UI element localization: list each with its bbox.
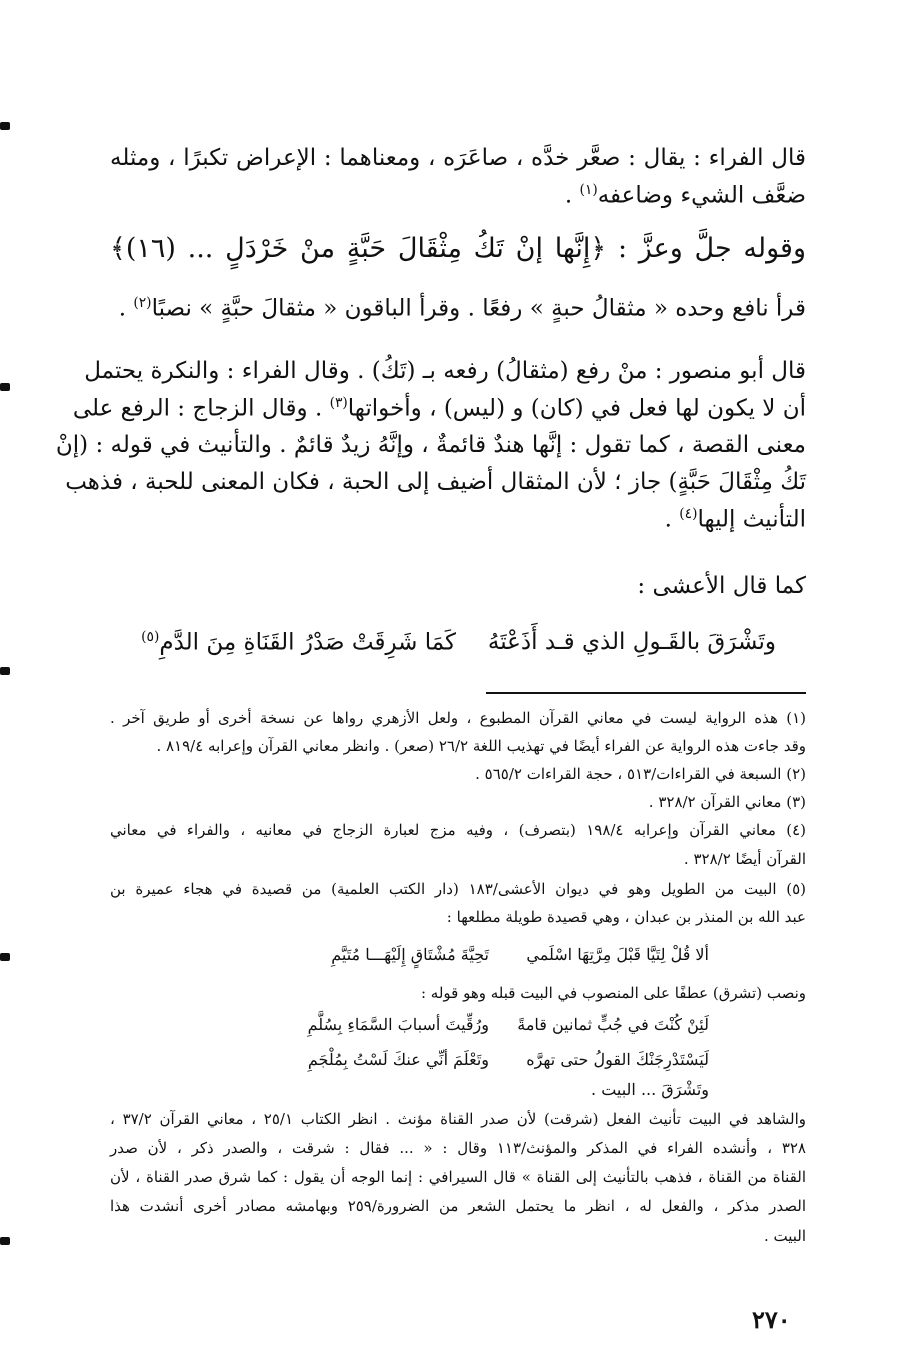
verse-first-hemistich: وتَشْرَقَ بالقَـولِ الذي قـد أَذَعْتَهُ [487, 629, 776, 655]
footnote-ref: (١) [579, 182, 598, 198]
footnote-verse-left: تَحِيَّةَ مُشْتَاقٍ إِلَيْهَـــا مُتَيَّمِ [331, 945, 489, 964]
footnote-ref: (٣) [329, 395, 348, 411]
footnote-verse-left: ورُقِّيتَ أسبابَ السَّمَاءِ بِسُلَّمِ [307, 1015, 489, 1034]
margin-mark [0, 383, 10, 391]
page-number: ٢٧٠ [752, 1305, 791, 1334]
footnote-line: (٣) معاني القرآن ٣٢٨/٢ . [648, 793, 806, 811]
margin-mark [0, 667, 10, 675]
footnote-ref: (٢) [133, 295, 152, 311]
footnote-ref: (٥) [141, 629, 160, 645]
footnote-line: والشاهد في البيت تأنيث الفعل (شرقت) لأن صدر القناة مؤنث . انظر الكتاب ٢٥/١ ، معاني القرآن ٣٧/٢ ، [110, 1110, 807, 1128]
footnote-verse-right: ألا قُلْ لِتَيَّا قَبْلَ مِرَّتِهَا اسْلَمي [526, 945, 709, 964]
quran-verse: وقوله جلَّ وعزَّ : ﴿إِنَّها إنْ تَكُ مِثْقَالَ حَبَّةٍ منْ خَرْدَلٍ ... (١٦)﴾ [110, 233, 806, 264]
body-line: قال أبو منصور : منْ رفع (مثقالُ) رفعه بـ (تَكُ) . وقال الفراء : والنكرة يحتمل [84, 358, 806, 384]
footnote-line: (٢) السبعة في القراءات/٥١٣ ، حجة القراءات ٥٦٥/٢ . [475, 765, 806, 783]
footnote-line: القرآن أيضًا ٣٢٨/٢ . [683, 850, 806, 868]
verse-second-hemistich: كَمَا شَرِقَتْ صَدْرُ القَنَاةِ مِنَ الدَّمِ$^{(٥)}$ [141, 629, 456, 656]
footnote-line: الصدر مذكر ، والفعل له ، انظر ما يحتمل الشعر من الضرورة/٢٥٩ وبهامشه مصادر أخرى أنشدت هذا [110, 1197, 806, 1215]
footnote-line: ٣٢٨ ، وأنشده الفراء في المذكر والمؤنث/١١٣ وقال : « ... فقال : شرقت ، والصدر ذكر ، لأن صدر [110, 1139, 806, 1157]
footnote-verse-right: لَيَسْتَدْرِجَنْكَ القولُ حتى تهرَّه [526, 1050, 709, 1069]
body-line: قال الفراء : يقال : صعَّر خدَّه ، صاعَرَه ، ومعناهما : الإعراض تكبرًا ، ومثله [110, 145, 806, 171]
footnote-verse-right: وتَشْرَقَ ... البيت . [591, 1080, 709, 1099]
footnote-verse-right: لَئِنْ كُنْتَ في جُبٍّ ثمانين قامةً [517, 1015, 709, 1034]
body-line: ضعَّف الشيء وضاعفه$^{(١)}$ . [564, 182, 806, 209]
footnote-line: ونصب (تشرق) عطفًا على المنصوب في البيت قبله وهو قوله : [420, 984, 806, 1002]
footnote-line: وقد جاءت هذه الرواية عن الفراء أيضًا في تهذيب اللغة ٢٦/٢ (صعر) . وانظر معاني القرآن وإعرابه ٨١٩/٤ . [156, 737, 806, 755]
body-line: أن لا يكون لها فعل في (كان) و (ليس) ، وأخواتها$^{(٣)}$ . وقال الزجاج : الرفع على [72, 395, 806, 422]
body-line: التأنيث إليها$^{(٤)}$ . [664, 506, 806, 533]
footnote-ref: (٤) [679, 506, 698, 522]
footnote-line: البيت . [763, 1227, 806, 1245]
footnote-line: (٥) البيت من الطويل وهو في ديوان الأعشى/١٨٣ (دار الكتب العلمية) من قصيدة في هجاء عميرة بن [110, 880, 807, 898]
body-line: تَكُ مِثْقَالَ حَبَّةٍ) جاز ؛ لأن المثقال أضيف إلى الحبة ، فكان المعنى للحبة ، فذهب [65, 469, 806, 495]
footnote-line: (١) هذه الرواية ليست في معاني القرآن المطبوع ، ولعل الأزهري رواها عن نسخة أخرى أو طريق آخر . [110, 709, 806, 727]
margin-mark [0, 1237, 10, 1245]
footnote-line: (٤) معاني القرآن وإعرابه ١٩٨/٤ (بتصرف) ، وفيه مزج لعبارة الزجاج في معانيه ، والفراء في معاني [110, 821, 806, 839]
body-line: معنى القصة ، كما تقول : إنَّها هندٌ قائمةٌ ، وإنَّهُ زيدٌ قائمٌ . والتأنيث في قوله : (إنْ [55, 432, 806, 458]
footnote-verse-left: وتَعْلَمَ أنِّي عنكَ لَسْتُ بِمُلْجَمِ [307, 1050, 489, 1069]
footnote-line: القناة من القناة ، فذهب بالتأنيث إلى القناة » قال السيرافي : إنما الوجه أن يقول : كما شرق صدر القناة ، لأن [110, 1168, 806, 1186]
poet-intro: كما قال الأعشى : [637, 573, 806, 599]
margin-mark [0, 122, 10, 130]
margin-mark [0, 953, 10, 961]
footnote-separator [486, 692, 806, 694]
footnote-line: عبد الله بن المنذر بن عبدان ، وهي قصيدة طويلة مطلعها : [446, 908, 806, 926]
readings-line: قرأ نافع وحده « مثقالُ حبةٍ » رفعًا . وقرأ الباقون « مثقالَ حبَّةٍ » نصبًا$^{(٢)}$ . [118, 295, 806, 322]
